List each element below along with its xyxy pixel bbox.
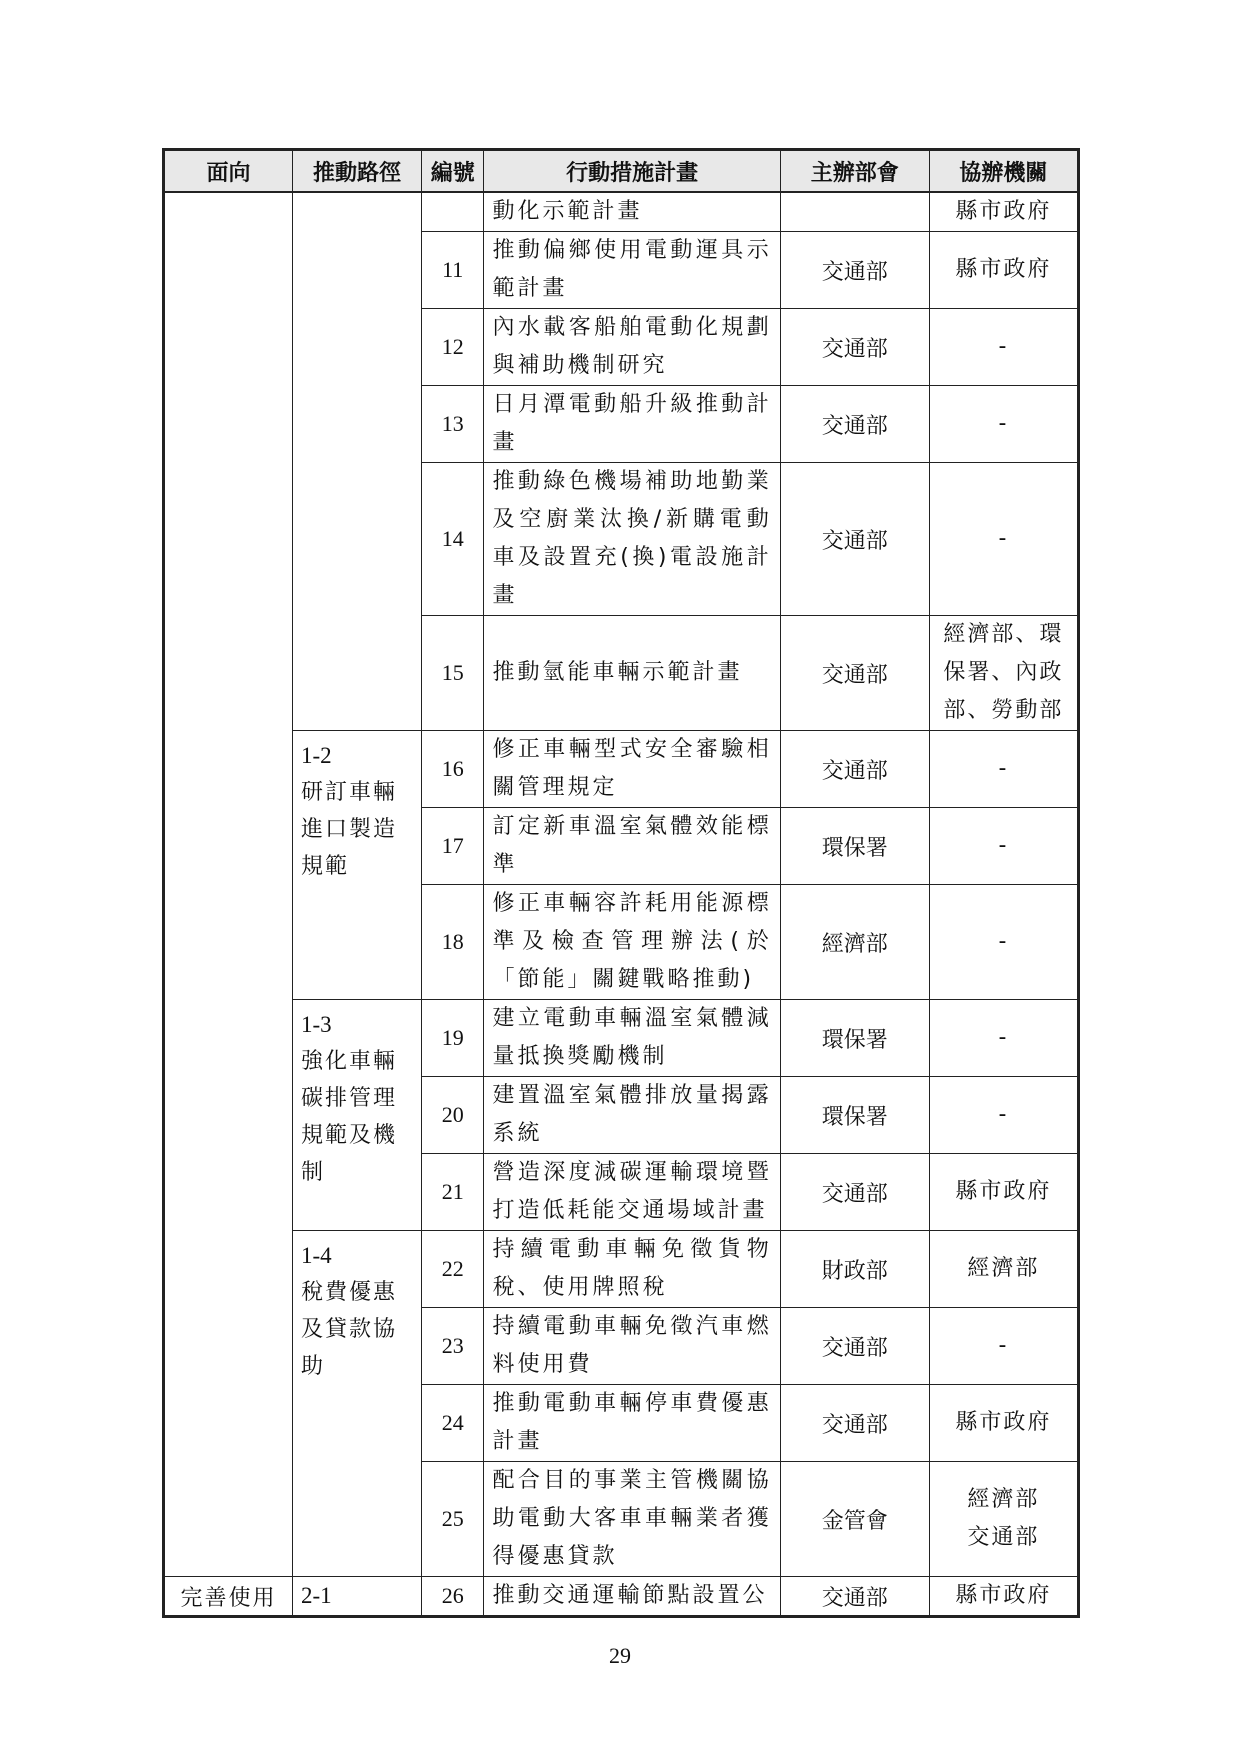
lead-cell xyxy=(780,192,929,232)
row-number: 20 xyxy=(421,1077,483,1154)
path-name: 稅費優惠及貸款協助 xyxy=(300,1280,397,1379)
action-cell: 訂定新車溫室氣體效能標準 xyxy=(484,808,780,885)
assist-line: 經濟部 xyxy=(967,1487,1040,1512)
action-cell: 建立電動車輛溫室氣體減量抵換獎勵機制 xyxy=(484,1000,780,1077)
assist-cell: 縣市政府 xyxy=(929,232,1078,309)
lead-cell: 交通部 xyxy=(780,731,929,808)
lead-cell: 交通部 xyxy=(780,232,929,309)
facet-cell xyxy=(164,192,293,1577)
action-cell: 配合目的事業主管機關協助電動大客車車輛業者獲得優惠貸款 xyxy=(484,1462,780,1577)
assist-cell: - xyxy=(929,1000,1078,1077)
path-cell xyxy=(292,1231,421,1577)
action-cell: 日月潭電動船升級推動計畫 xyxy=(484,386,780,463)
path-code: 1-4 xyxy=(300,1243,332,1268)
assist-cell: 縣市政府 xyxy=(929,1154,1078,1231)
table-row xyxy=(164,192,1079,232)
row-number: 14 xyxy=(421,463,483,616)
lead-cell: 交通部 xyxy=(780,1577,929,1617)
path-code: 1-2 xyxy=(300,743,332,768)
row-number: 26 xyxy=(421,1577,483,1617)
table-row xyxy=(164,1577,1079,1617)
row-number: 17 xyxy=(421,808,483,885)
action-cell: 營造深度減碳運輸環境暨打造低耗能交通場域計畫 xyxy=(484,1154,780,1231)
lead-cell: 金管會 xyxy=(780,1462,929,1577)
lead-cell: 環保署 xyxy=(780,1000,929,1077)
action-cell: 持續電動車輛免徵貨物稅、使用牌照稅 xyxy=(484,1231,780,1308)
assist-cell: - xyxy=(929,1308,1078,1385)
facet-cell: 完善使用 xyxy=(164,1577,293,1617)
header-path: 推動路徑 xyxy=(292,150,421,193)
row-number xyxy=(421,192,483,232)
action-cell: 修正車輛型式安全審驗相關管理規定 xyxy=(484,731,780,808)
action-cell: 修正車輛容許耗用能源標準及檢查管理辦法(於「節能」關鍵戰略推動) xyxy=(484,885,780,1000)
assist-cell: - xyxy=(929,309,1078,386)
lead-cell: 交通部 xyxy=(780,463,929,616)
table-row xyxy=(164,1000,1079,1077)
lead-cell: 交通部 xyxy=(780,309,929,386)
assist-cell: 經濟部 xyxy=(929,1231,1078,1308)
row-number: 16 xyxy=(421,731,483,808)
path-name: 研訂車輛進口製造規範 xyxy=(300,780,397,879)
action-cell: 推動偏鄉使用電動運具示範計畫 xyxy=(484,232,780,309)
action-cell: 持續電動車輛免徵汽車燃料使用費 xyxy=(484,1308,780,1385)
lead-cell: 環保署 xyxy=(780,1077,929,1154)
table-header-row xyxy=(164,150,1079,193)
page-number: 29 xyxy=(609,1643,631,1668)
row-number: 13 xyxy=(421,386,483,463)
header-assist-agency: 協辦機關 xyxy=(929,150,1078,193)
lead-cell: 交通部 xyxy=(780,386,929,463)
assist-cell: - xyxy=(929,386,1078,463)
path-name: 強化車輛碳排管理規範及機制 xyxy=(300,1049,397,1185)
assist-cell: 縣市政府 xyxy=(929,192,1078,232)
action-cell: 內水載客船舶電動化規劃與補助機制研究 xyxy=(484,309,780,386)
row-number: 22 xyxy=(421,1231,483,1308)
lead-cell: 交通部 xyxy=(780,616,929,731)
path-code: 2-1 xyxy=(292,1577,421,1617)
path-code: 1-3 xyxy=(300,1012,332,1037)
assist-cell: - xyxy=(929,731,1078,808)
path-cell xyxy=(292,731,421,1000)
assist-line: 交通部 xyxy=(967,1525,1040,1550)
lead-cell: 環保署 xyxy=(780,808,929,885)
assist-cell: - xyxy=(929,463,1078,616)
row-number: 23 xyxy=(421,1308,483,1385)
assist-cell xyxy=(929,1462,1078,1577)
lead-cell: 經濟部 xyxy=(780,885,929,1000)
header-action: 行動措施計畫 xyxy=(484,150,780,193)
row-number: 12 xyxy=(421,309,483,386)
assist-cell: - xyxy=(929,1077,1078,1154)
row-number: 19 xyxy=(421,1000,483,1077)
row-number: 24 xyxy=(421,1385,483,1462)
assist-cell: - xyxy=(929,885,1078,1000)
assist-cell: 經濟部、環保署、內政部、勞動部 xyxy=(929,616,1078,731)
row-number: 25 xyxy=(421,1462,483,1577)
action-cell: 推動氫能車輛示範計畫 xyxy=(484,616,780,731)
action-cell: 動化示範計畫 xyxy=(484,192,780,232)
table-row xyxy=(164,1231,1079,1308)
lead-cell: 財政部 xyxy=(780,1231,929,1308)
path-cell xyxy=(292,1000,421,1231)
table-row xyxy=(164,731,1079,808)
action-cell: 推動電動車輛停車費優惠計畫 xyxy=(484,1385,780,1462)
path-cell xyxy=(292,192,421,731)
action-cell: 推動交通運輸節點設置公 xyxy=(484,1577,780,1617)
assist-cell: 縣市政府 xyxy=(929,1385,1078,1462)
action-plan-table xyxy=(162,148,1080,1618)
header-facet: 面向 xyxy=(164,150,293,193)
lead-cell: 交通部 xyxy=(780,1308,929,1385)
action-cell: 推動綠色機場補助地勤業及空廚業汰換/新購電動車及設置充(換)電設施計畫 xyxy=(484,463,780,616)
assist-cell: 縣市政府 xyxy=(929,1577,1078,1617)
lead-cell: 交通部 xyxy=(780,1154,929,1231)
lead-cell: 交通部 xyxy=(780,1385,929,1462)
row-number: 11 xyxy=(421,232,483,309)
assist-cell: - xyxy=(929,808,1078,885)
action-cell: 建置溫室氣體排放量揭露系統 xyxy=(484,1077,780,1154)
row-number: 15 xyxy=(421,616,483,731)
header-lead-agency: 主辦部會 xyxy=(780,150,929,193)
row-number: 18 xyxy=(421,885,483,1000)
row-number: 21 xyxy=(421,1154,483,1231)
header-number: 編號 xyxy=(421,150,483,193)
